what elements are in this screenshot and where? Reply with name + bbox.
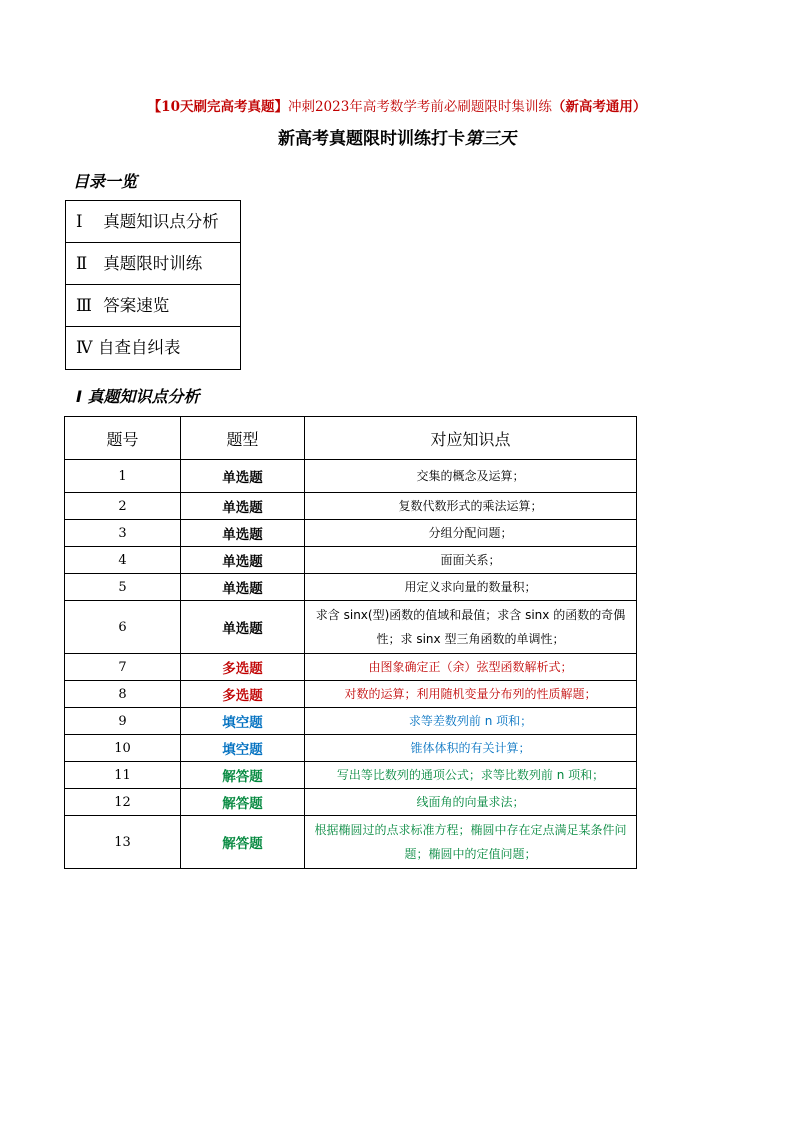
- knowledge-point: 用定义求向量的数量积；: [305, 574, 637, 601]
- column-header: 题型: [181, 417, 305, 460]
- question-number: 5: [65, 574, 181, 601]
- question-number: 8: [65, 681, 181, 708]
- knowledge-point: 面面关系；: [305, 547, 637, 574]
- question-type: 单选题: [181, 574, 305, 601]
- toc-item-number: Ⅳ: [76, 338, 93, 357]
- question-type: 填空题: [181, 708, 305, 735]
- question-type: 解答题: [181, 762, 305, 789]
- knowledge-point: 分组分配问题；: [305, 520, 637, 547]
- question-type: 单选题: [181, 520, 305, 547]
- table-row: [65, 681, 637, 708]
- toc-item-label: 自查自纠表: [98, 338, 181, 357]
- toc-item[interactable]: [66, 243, 240, 285]
- table-row: [65, 735, 637, 762]
- table-row: [65, 708, 637, 735]
- page-title-main: 新高考真题限时训练打卡: [278, 129, 465, 149]
- toc-item-number: Ⅱ: [76, 254, 88, 273]
- knowledge-point: 根据椭圆过的点求标准方程；椭圆中存在定点满足某条件问题；椭圆中的定值问题；: [305, 816, 637, 869]
- toc-item[interactable]: [66, 285, 240, 327]
- question-number: 12: [65, 789, 181, 816]
- table-row: [65, 789, 637, 816]
- question-number: 10: [65, 735, 181, 762]
- knowledge-point: 交集的概念及运算；: [305, 460, 637, 493]
- toc-item[interactable]: [66, 327, 240, 369]
- question-type: 单选题: [181, 547, 305, 574]
- header-tail: （新高考通用）: [551, 99, 647, 115]
- question-number: 11: [65, 762, 181, 789]
- question-type: 解答题: [181, 789, 305, 816]
- question-number: 13: [65, 816, 181, 869]
- question-number: 4: [65, 547, 181, 574]
- knowledge-point: 写出等比数列的通项公式；求等比数列前 n 项和；: [305, 762, 637, 789]
- toc-item-number: Ⅰ: [76, 212, 83, 231]
- question-type: 解答题: [181, 816, 305, 869]
- question-number: 7: [65, 654, 181, 681]
- table-row: [65, 574, 637, 601]
- column-header: 题号: [65, 417, 181, 460]
- column-header: 对应知识点: [305, 417, 637, 460]
- table-row: [65, 762, 637, 789]
- table-row: [65, 654, 637, 681]
- toc-item-label: 真题限时训练: [103, 254, 203, 273]
- question-number: 3: [65, 520, 181, 547]
- question-type: 多选题: [181, 654, 305, 681]
- question-type: 多选题: [181, 681, 305, 708]
- table-body: [65, 460, 637, 869]
- question-number: 2: [65, 493, 181, 520]
- toc-item[interactable]: [66, 201, 240, 243]
- question-type: 填空题: [181, 735, 305, 762]
- knowledge-point: 对数的运算；利用随机变量分布列的性质解题；: [305, 681, 637, 708]
- table-row: [65, 520, 637, 547]
- table-row: [65, 547, 637, 574]
- table-header-row: [65, 417, 637, 460]
- section-heading: Ⅰ 真题知识点分析: [76, 387, 200, 406]
- table-row: [65, 460, 637, 493]
- knowledge-point: 由图象确定正（余）弦型函数解析式；: [305, 654, 637, 681]
- table-of-contents: [65, 200, 241, 370]
- document-header: [0, 95, 794, 115]
- header-bracket-title: 【10天刷完高考真题】: [147, 99, 288, 115]
- page-title-day: 第三天: [465, 129, 516, 149]
- question-number: 6: [65, 601, 181, 654]
- knowledge-point: 线面角的向量求法；: [305, 789, 637, 816]
- question-type: 单选题: [181, 601, 305, 654]
- toc-item-number: Ⅲ: [76, 296, 92, 315]
- toc-item-label: 答案速览: [103, 296, 170, 315]
- table-row: [65, 601, 637, 654]
- table-row: [65, 493, 637, 520]
- question-type: 单选题: [181, 460, 305, 493]
- toc-heading: 目录一览: [73, 172, 138, 191]
- question-type: 单选题: [181, 493, 305, 520]
- knowledge-point: 求含 sinx(型)函数的值域和最值；求含 sinx 的函数的奇偶性；求 sinx 型三角函数的单调性；: [305, 601, 637, 654]
- header-subtitle: 冲刺2023年高考数学考前必刷题限时集训练: [287, 99, 552, 115]
- knowledge-point: 求等差数列前 n 项和；: [305, 708, 637, 735]
- table-row: [65, 816, 637, 869]
- question-number: 1: [65, 460, 181, 493]
- knowledge-point: 复数代数形式的乘法运算；: [305, 493, 637, 520]
- page-title: [0, 124, 794, 149]
- toc-item-label: 真题知识点分析: [103, 212, 219, 231]
- knowledge-point: 锥体体积的有关计算；: [305, 735, 637, 762]
- question-number: 9: [65, 708, 181, 735]
- knowledge-point-table: [64, 416, 637, 869]
